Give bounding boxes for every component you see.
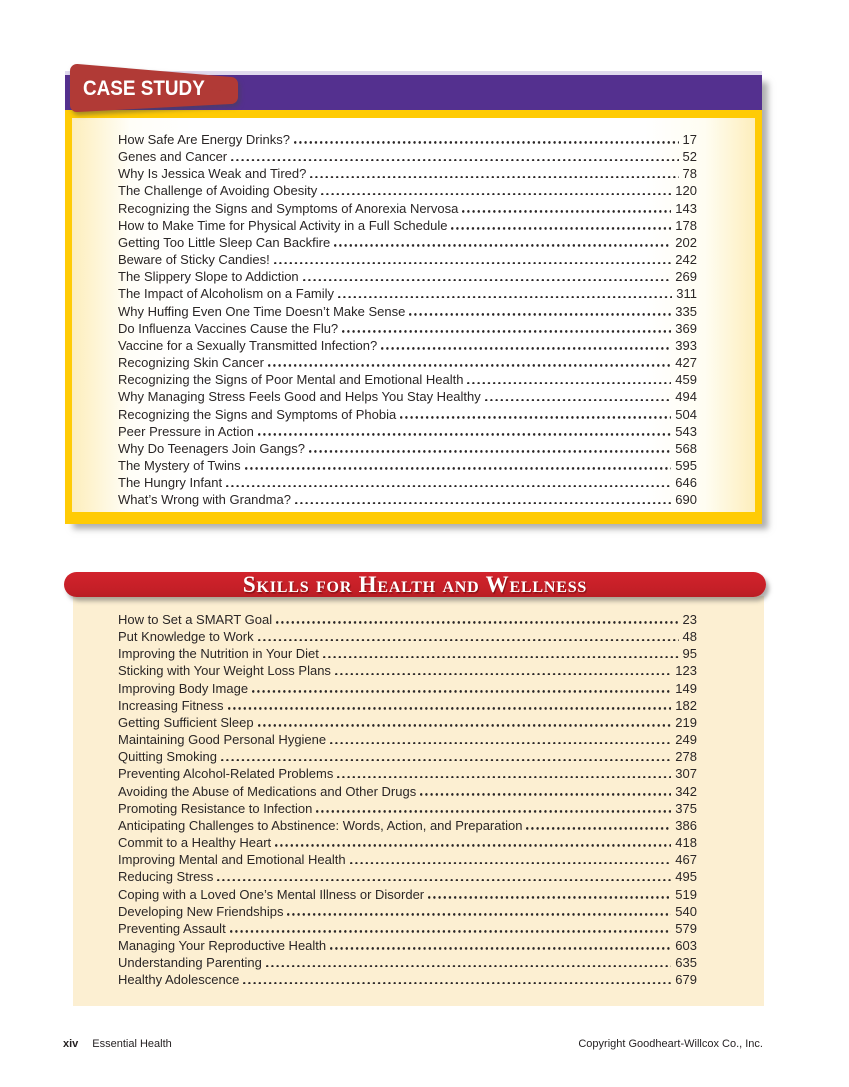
toc-entry-title: Improving Mental and Emotional Health (118, 852, 346, 868)
dot-leader (276, 621, 678, 624)
toc-entry-title: Increasing Fitness (118, 697, 224, 713)
case-study-toc (118, 131, 697, 508)
toc-entry-title: Getting Too Little Sleep Can Backfire (118, 234, 331, 250)
toc-entry-page-number: 603 (675, 937, 697, 953)
dot-leader (338, 296, 672, 299)
toc-entry (118, 611, 697, 628)
dot-leader (337, 776, 671, 779)
toc-entry-title: Getting Sufficient Sleep (118, 714, 254, 730)
toc-entry (118, 834, 697, 851)
dot-leader (330, 742, 671, 745)
dot-leader (228, 707, 672, 710)
toc-entry-title: Why Managing Stress Feels Good and Helps You Stay Healthy (118, 389, 481, 405)
toc-entry-title: What’s Wrong with Grandma? (118, 492, 291, 508)
toc-entry-page-number: 52 (682, 149, 697, 165)
toc-entry-title: Understanding Parenting (118, 955, 262, 971)
dot-leader (258, 724, 672, 727)
toc-entry (118, 234, 697, 251)
toc-entry-page-number: 249 (675, 732, 697, 748)
toc-entry-title: Genes and Cancer (118, 149, 228, 165)
footer-book-title: Essential Health (92, 1038, 172, 1050)
toc-entry-title: Why Do Teenagers Join Gangs? (118, 440, 305, 456)
toc-entry (118, 748, 697, 765)
toc-entry (118, 474, 697, 491)
toc-entry-page-number: 543 (675, 423, 697, 439)
toc-entry (118, 388, 697, 405)
toc-entry-title: Avoiding the Abuse of Medications and Other Drugs (118, 783, 417, 799)
toc-entry-title: How to Set a SMART Goal (118, 612, 273, 627)
toc-entry-title: Why Is Jessica Weak and Tired? (118, 166, 307, 182)
toc-entry-title: Improving Body Image (118, 680, 249, 696)
toc-entry-title: Preventing Alcohol-Related Problems (118, 766, 334, 782)
toc-entry-page-number: 123 (675, 663, 697, 679)
toc-entry (118, 423, 697, 440)
dot-leader (400, 416, 671, 419)
skills-section-title: Skills for Health and Wellness (242, 572, 588, 597)
toc-entry-title: How Safe Are Energy Drinks? (118, 132, 290, 147)
toc-entry-title: Coping with a Loved One’s Mental Illness or Disorder (118, 886, 425, 902)
dot-leader (245, 467, 672, 470)
case-study-bottom-bar (65, 512, 762, 524)
toc-entry (118, 903, 697, 920)
dot-leader (428, 896, 671, 899)
dot-leader (350, 862, 672, 865)
toc-entry (118, 714, 697, 731)
toc-entry-page-number: 386 (675, 817, 697, 833)
footer-page-number: xiv (63, 1038, 79, 1050)
toc-entry (118, 628, 697, 645)
toc-entry-page-number: 494 (675, 389, 697, 405)
dot-leader (258, 433, 671, 436)
dot-leader (467, 382, 671, 385)
dot-leader (335, 673, 671, 676)
toc-entry-page-number: 342 (675, 783, 697, 799)
toc-entry-title: The Hungry Infant (118, 475, 223, 491)
dot-leader (381, 347, 671, 350)
dot-leader (275, 844, 671, 847)
toc-entry-page-number: 393 (675, 337, 697, 353)
toc-entry-page-number: 690 (675, 492, 697, 508)
toc-entry-title: Maintaining Good Personal Hygiene (118, 732, 327, 748)
toc-entry-title: Reducing Stress (118, 869, 214, 885)
dot-leader (330, 947, 671, 950)
toc-entry-title: Improving the Nutrition in Your Diet (118, 646, 319, 662)
toc-entry (118, 937, 697, 954)
toc-entry-page-number: 646 (675, 475, 697, 491)
dot-leader (221, 759, 671, 762)
toc-entry-title: How to Make Time for Physical Activity in a Full Schedule (118, 217, 448, 233)
dot-leader (316, 810, 671, 813)
toc-entry-title: Commit to a Healthy Heart (118, 835, 272, 851)
dot-leader (258, 639, 679, 642)
toc-entry (118, 354, 697, 371)
toc-entry-page-number: 23 (682, 612, 697, 627)
toc-entry (118, 817, 697, 834)
toc-entry-page-number: 178 (675, 217, 697, 233)
dot-leader (321, 193, 671, 196)
toc-entry-page-number: 375 (675, 800, 697, 816)
toc-entry (118, 251, 697, 268)
dot-leader (295, 502, 671, 505)
toc-entry-page-number: 143 (675, 200, 697, 216)
dot-leader (303, 279, 672, 282)
dot-leader (342, 330, 671, 333)
toc-entry-title: Why Huffing Even One Time Doesn’t Make Sense (118, 303, 406, 319)
dot-leader (309, 450, 671, 453)
toc-entry (118, 285, 697, 302)
dot-leader (294, 141, 679, 144)
toc-entry (118, 886, 697, 903)
skills-header-band (64, 572, 766, 597)
dot-leader (451, 227, 671, 230)
toc-entry-page-number: 182 (675, 697, 697, 713)
toc-entry-title: The Impact of Alcoholism on a Family (118, 286, 335, 302)
toc-entry-page-number: 495 (675, 869, 697, 885)
toc-entry-title: Recognizing Skin Cancer (118, 355, 264, 371)
toc-entry-title: Recognizing the Signs and Symptoms of Anorexia Nervosa (118, 200, 459, 216)
skills-toc (118, 611, 697, 988)
toc-entry-page-number: 335 (675, 303, 697, 319)
toc-entry-title: Peer Pressure in Action (118, 423, 254, 439)
toc-entry (118, 268, 697, 285)
toc-entry (118, 320, 697, 337)
toc-entry-page-number: 219 (675, 714, 697, 730)
toc-entry-page-number: 95 (682, 646, 697, 662)
footer-left (63, 1038, 172, 1050)
toc-entry-page-number: 540 (675, 903, 697, 919)
toc-entry-title: Vaccine for a Sexually Transmitted Infection? (118, 337, 378, 353)
dot-leader (287, 913, 671, 916)
toc-entry (118, 971, 697, 988)
toc-entry-page-number: 595 (675, 457, 697, 473)
toc-entry-page-number: 149 (675, 680, 697, 696)
toc-entry-title: Quitting Smoking (118, 749, 217, 765)
toc-entry-page-number: 307 (675, 766, 697, 782)
toc-entry-page-number: 278 (675, 749, 697, 765)
toc-entry-page-number: 120 (675, 183, 697, 199)
toc-entry-title: The Challenge of Avoiding Obesity (118, 183, 318, 199)
toc-entry-title: Preventing Assault (118, 920, 226, 936)
toc-entry-page-number: 242 (675, 252, 697, 268)
toc-entry-page-number: 568 (675, 440, 697, 456)
toc-entry-page-number: 78 (682, 166, 697, 182)
dot-leader (266, 965, 671, 968)
toc-entry (118, 697, 697, 714)
toc-entry (118, 662, 697, 679)
toc-entry (118, 491, 697, 508)
toc-entry-title: Healthy Adolescence (118, 972, 240, 988)
toc-entry (118, 851, 697, 868)
toc-entry-page-number: 467 (675, 852, 697, 868)
dot-leader (334, 244, 671, 247)
dot-leader (274, 262, 672, 265)
toc-entry (118, 920, 697, 937)
toc-entry-page-number: 427 (675, 355, 697, 371)
toc-entry-page-number: 679 (675, 972, 697, 988)
toc-entry (118, 800, 697, 817)
toc-entry (118, 200, 697, 217)
toc-entry-title: Managing Your Reproductive Health (118, 937, 327, 953)
toc-entry (118, 406, 697, 423)
case-study-tab-label: CASE STUDY (83, 77, 205, 100)
dot-leader (230, 930, 672, 933)
dot-leader (526, 827, 671, 830)
toc-entry-page-number: 311 (676, 286, 697, 302)
toc-entry-page-number: 459 (675, 372, 697, 388)
toc-entry-page-number: 418 (675, 835, 697, 851)
toc-entry-page-number: 269 (675, 269, 697, 285)
toc-entry-page-number: 202 (675, 234, 697, 250)
footer-copyright: Copyright Goodheart-Willcox Co., Inc. (578, 1038, 763, 1050)
dot-leader (226, 485, 671, 488)
dot-leader (485, 399, 672, 402)
toc-entry (118, 783, 697, 800)
toc-entry-page-number: 504 (675, 406, 697, 422)
toc-entry-title: Recognizing the Signs and Symptoms of Phobia (118, 406, 397, 422)
toc-entry-page-number: 17 (682, 132, 697, 147)
dot-leader (268, 364, 671, 367)
toc-entry (118, 440, 697, 457)
toc-entry-title: Developing New Friendships (118, 903, 284, 919)
toc-entry-title: Anticipating Challenges to Abstinence: Words, Action, and Preparation (118, 817, 523, 833)
toc-entry-title: The Mystery of Twins (118, 457, 241, 473)
toc-entry (118, 954, 697, 971)
dot-leader (420, 793, 671, 796)
toc-entry-page-number: 635 (675, 955, 697, 971)
toc-entry-title: Do Influenza Vaccines Cause the Flu? (118, 320, 339, 336)
toc-entry (118, 645, 697, 662)
toc-entry (118, 131, 697, 148)
toc-entry (118, 165, 697, 182)
toc-entry-page-number: 579 (675, 920, 697, 936)
toc-entry (118, 148, 697, 165)
toc-entry-title: Sticking with Your Weight Loss Plans (118, 663, 331, 679)
toc-entry (118, 680, 697, 697)
toc-entry (118, 868, 697, 885)
dot-leader (243, 982, 671, 985)
toc-entry (118, 337, 697, 354)
toc-entry-page-number: 369 (675, 320, 697, 336)
dot-leader (409, 313, 671, 316)
dot-leader (252, 690, 671, 693)
toc-entry-page-number: 519 (675, 886, 697, 902)
dot-leader (462, 210, 671, 213)
toc-entry (118, 371, 697, 388)
toc-entry-title: Beware of Sticky Candies! (118, 252, 270, 268)
dot-leader (310, 176, 678, 179)
toc-entry-title: Promoting Resistance to Infection (118, 800, 313, 816)
toc-entry (118, 731, 697, 748)
toc-entry (118, 457, 697, 474)
toc-entry-title: The Slippery Slope to Addiction (118, 269, 299, 285)
dot-leader (231, 159, 678, 162)
toc-entry-page-number: 48 (682, 629, 697, 645)
toc-entry-title: Put Knowledge to Work (118, 629, 254, 645)
toc-entry-title: Recognizing the Signs of Poor Mental and Emotional Health (118, 372, 464, 388)
dot-leader (323, 656, 679, 659)
toc-entry (118, 303, 697, 320)
toc-entry (118, 217, 697, 234)
dot-leader (217, 879, 671, 882)
toc-entry (118, 182, 697, 199)
toc-entry (118, 765, 697, 782)
